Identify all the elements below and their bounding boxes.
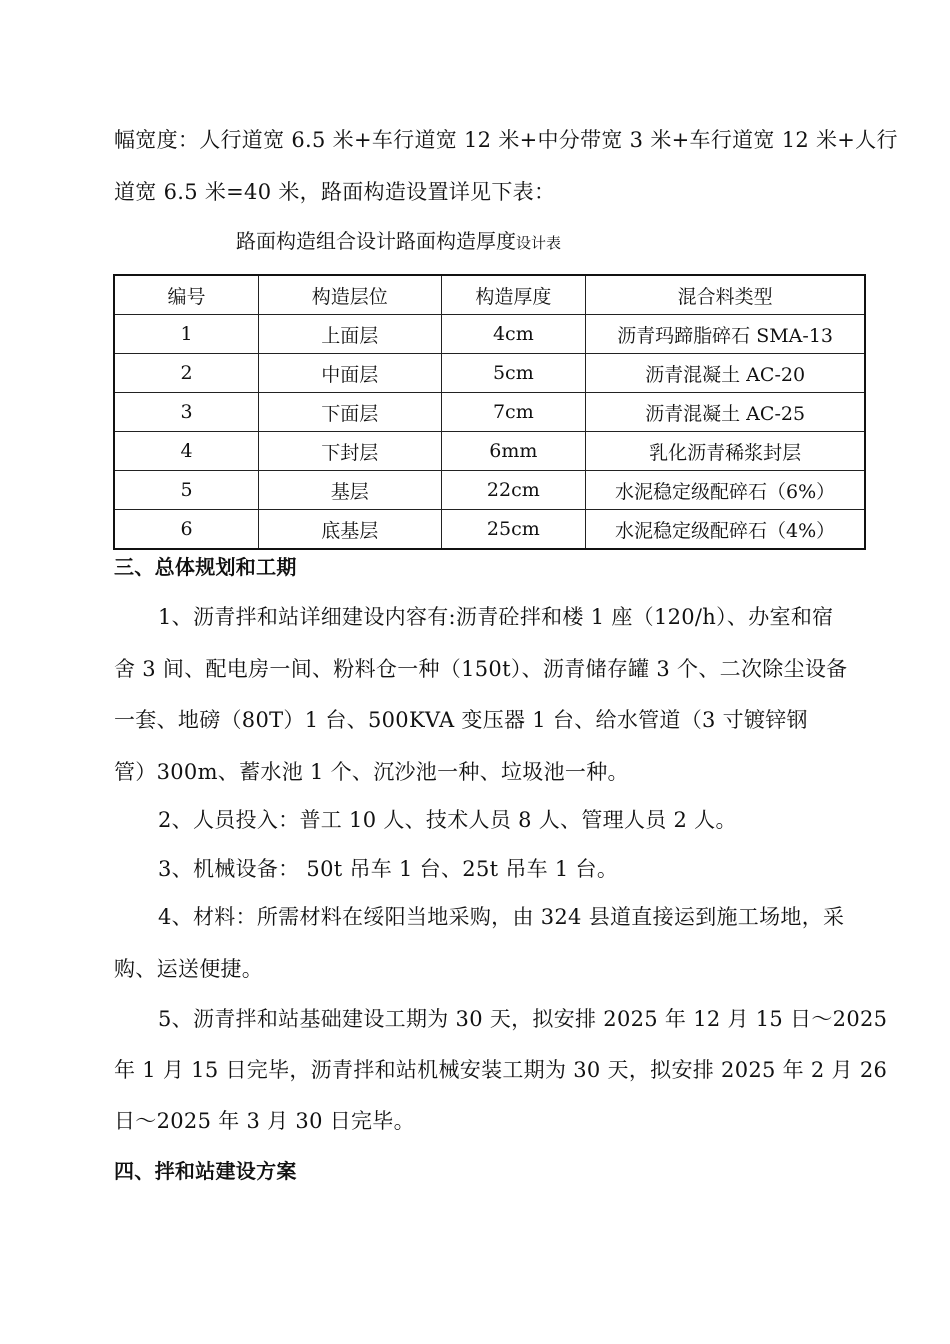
table-cell: 水泥稳定级配碎石（6%） (586, 471, 865, 510)
header-cell-mix-type: 混合料类型 (586, 275, 865, 315)
section-3-line-10: 年 1 月 15 日完毕，沥青拌和站机械安装工期为 30 天，拟安排 2025 年 2 月 26 (114, 1058, 888, 1082)
table-cell: 25cm (441, 510, 586, 550)
table-cell: 乳化沥青稀浆封层 (586, 432, 865, 471)
table-caption (236, 225, 561, 254)
table-cell: 4 (114, 432, 259, 471)
section-3-line-8: 购、运送便捷。 (114, 957, 264, 981)
table-cell: 3 (114, 393, 259, 432)
table-header-row (114, 275, 865, 315)
intro-line-1: 幅宽度：人行道宽 6.5 米+车行道宽 12 米+中分带宽 3 米+车行道宽 12 米+人行 (114, 128, 898, 152)
section-3-line-11: 日～2025 年 3 月 30 日完毕。 (114, 1109, 415, 1133)
table-cell: 6 (114, 510, 259, 550)
table-row (114, 354, 865, 393)
section-3-line-6: 3、机械设备： 50t 吊车 1 台、25t 吊车 1 台。 (158, 857, 619, 881)
header-cell-number: 编号 (114, 275, 259, 315)
intro-line-2: 道宽 6.5 米=40 米，路面构造设置详见下表： (114, 180, 556, 204)
section-3-line-5: 2、人员投入：普工 10 人、技术人员 8 人、管理人员 2 人。 (158, 808, 737, 832)
section-3-line-1: 1、沥青拌和站详细建设内容有:沥青砼拌和楼 1 座（120/h）、办室和宿 (158, 605, 834, 629)
section-3-line-9: 5、沥青拌和站基础建设工期为 30 天，拟安排 2025 年 12 月 15 日～2025 (158, 1007, 888, 1031)
table-cell: 4cm (441, 315, 586, 354)
table-cell: 7cm (441, 393, 586, 432)
pavement-structure-table (113, 274, 866, 550)
table-cell: 5 (114, 471, 259, 510)
table-cell: 中面层 (259, 354, 441, 393)
section-3-line-3: 一套、地磅（80T）1 台、500KVA 变压器 1 台、给水管道（3 寸镀锌钢 (114, 708, 808, 732)
section-3-heading: 三、总体规划和工期 (114, 555, 297, 579)
section-3-line-7: 4、材料：所需材料在绥阳当地采购，由 324 县道直接运到施工场地，采 (158, 905, 845, 929)
header-cell-layer: 构造层位 (259, 275, 441, 315)
table-cell: 下面层 (259, 393, 441, 432)
table-cell: 2 (114, 354, 259, 393)
table-cell: 1 (114, 315, 259, 354)
table-cell: 沥青混凝土 AC-20 (586, 354, 865, 393)
table-cell: 上面层 (259, 315, 441, 354)
section-3-line-4: 管）300m、蓄水池 1 个、沉沙池一种、垃圾池一种。 (114, 760, 629, 784)
table-cell: 6mm (441, 432, 586, 471)
table-cell: 5cm (441, 354, 586, 393)
table-cell: 底基层 (259, 510, 441, 550)
table-cell: 水泥稳定级配碎石（4%） (586, 510, 865, 550)
table-cell: 沥青玛蹄脂碎石 SMA-13 (586, 315, 865, 354)
table-cell: 下封层 (259, 432, 441, 471)
table-row (114, 315, 865, 354)
section-3-line-2: 舍 3 间、配电房一间、粉料仓一种（150t）、沥青储存罐 3 个、二次除尘设备 (114, 657, 848, 681)
section-4-heading: 四、拌和站建设方案 (114, 1159, 297, 1183)
table-row (114, 471, 865, 510)
table-caption-main: 路面构造组合设计路面构造厚度 (236, 229, 516, 253)
table-row (114, 393, 865, 432)
table-cell: 基层 (259, 471, 441, 510)
table-cell: 22cm (441, 471, 586, 510)
table-row (114, 510, 865, 550)
table-caption-suffix: 设计表 (516, 234, 562, 252)
header-cell-thickness: 构造厚度 (441, 275, 586, 315)
table-cell: 沥青混凝土 AC-25 (586, 393, 865, 432)
table-row (114, 432, 865, 471)
